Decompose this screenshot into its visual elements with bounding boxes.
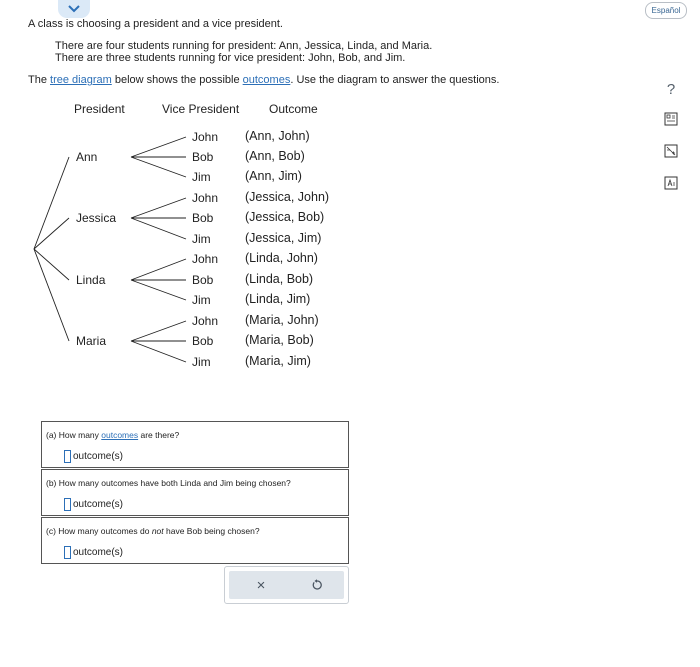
answer-c bbox=[64, 545, 123, 560]
clear-button[interactable] bbox=[241, 571, 281, 599]
question-b bbox=[41, 469, 349, 516]
vice-president-node: Bob bbox=[192, 150, 214, 164]
vice-president-node: Bob bbox=[192, 211, 214, 225]
answer-c-unit: outcome(s) bbox=[73, 547, 124, 558]
outcome-item: (Linda, John) bbox=[245, 251, 318, 265]
outcomes-link[interactable]: outcomes bbox=[101, 430, 139, 440]
header-outcome: Outcome bbox=[269, 102, 318, 116]
question-c-text: (c) How many outcomes do not have Bob being chosen? bbox=[46, 526, 260, 536]
president-candidates: There are four students running for president: Ann, Jessica, Linda, and Maria. bbox=[55, 40, 433, 52]
help-icon[interactable]: ? bbox=[666, 80, 676, 98]
header-vice-president: Vice President bbox=[162, 102, 240, 116]
outcome-item: (Maria, Jim) bbox=[245, 354, 311, 368]
outcome-item: (Ann, John) bbox=[245, 129, 310, 143]
answer-actions bbox=[224, 566, 349, 604]
outcome-item: (Jessica, Bob) bbox=[245, 210, 325, 224]
outcome-item: (Ann, Jim) bbox=[245, 169, 302, 183]
outcome-item: (Ann, Bob) bbox=[245, 149, 305, 163]
vice-president-node: Jim bbox=[192, 293, 211, 307]
question-c bbox=[41, 517, 349, 564]
answer-b-unit: outcome(s) bbox=[73, 499, 124, 510]
president-jessica: Jessica bbox=[76, 211, 117, 225]
outcome-item: (Maria, Bob) bbox=[245, 333, 314, 347]
outcome-item: (Linda, Jim) bbox=[245, 292, 311, 306]
outcomes-link[interactable]: outcomes bbox=[242, 74, 291, 86]
answer-b-input[interactable] bbox=[64, 498, 71, 511]
answer-a bbox=[64, 449, 123, 464]
answer-b bbox=[64, 497, 123, 512]
president-maria: Maria bbox=[76, 334, 107, 348]
vice-president-node: John bbox=[192, 130, 219, 144]
outcome-item: (Linda, Bob) bbox=[245, 272, 314, 286]
outcome-item: (Maria, John) bbox=[245, 313, 319, 327]
answer-a-input[interactable] bbox=[64, 450, 71, 463]
question-a bbox=[41, 421, 349, 468]
tree-diagram-link[interactable]: tree diagram bbox=[50, 74, 112, 86]
vice-president-node: John bbox=[192, 314, 219, 328]
vice-president-node: John bbox=[192, 252, 219, 266]
question-a-text: (a) How many outcomes are there? bbox=[46, 430, 180, 440]
vice-president-node: Jim bbox=[192, 170, 211, 184]
vice-president-node: Bob bbox=[192, 273, 214, 287]
answer-a-unit: outcome(s) bbox=[73, 451, 124, 462]
vice-candidates: There are three students running for vice president: John, Bob, and Jim. bbox=[55, 52, 406, 64]
vice-president-node: John bbox=[192, 191, 219, 205]
vice-president-node: Jim bbox=[192, 355, 211, 369]
outcome-item: (Jessica, Jim) bbox=[245, 231, 322, 245]
header-president: President bbox=[74, 102, 125, 116]
tree-instructions: The tree diagram below shows the possible outcomes. Use the diagram to answer the questions. bbox=[28, 74, 500, 86]
vice-president-node: Bob bbox=[192, 334, 214, 348]
language-button[interactable]: Español bbox=[645, 2, 687, 19]
problem-intro: A class is choosing a president and a vice president. bbox=[28, 18, 283, 30]
answer-c-input[interactable] bbox=[64, 546, 71, 559]
undo-icon bbox=[311, 579, 323, 591]
outcome-item: (Jessica, John) bbox=[245, 190, 330, 204]
undo-button[interactable] bbox=[297, 571, 337, 599]
question-b-text: (b) How many outcomes have both Linda and Jim being chosen? bbox=[46, 478, 291, 488]
president-linda: Linda bbox=[76, 273, 106, 287]
president-ann: Ann bbox=[76, 150, 98, 164]
vice-president-node: Jim bbox=[192, 232, 211, 246]
close-icon: × bbox=[256, 576, 266, 594]
